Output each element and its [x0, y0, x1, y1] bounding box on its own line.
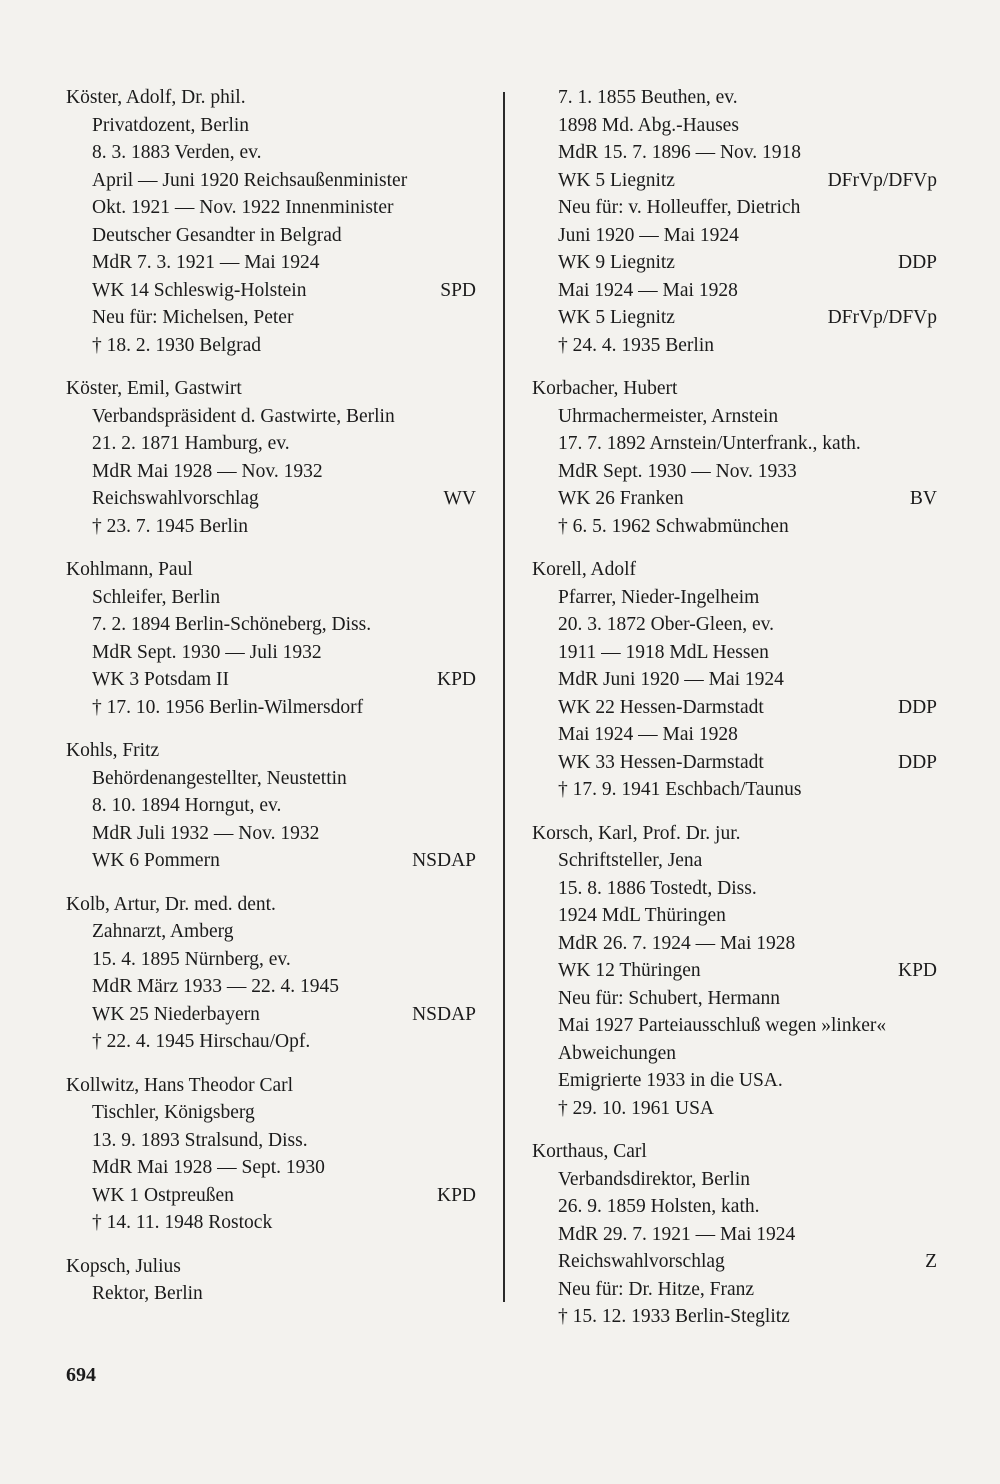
entry-line [532, 1221, 937, 1249]
party-label: NSDAP [412, 1003, 476, 1025]
entry-line-text: Reichswahlvorschlag [92, 488, 259, 509]
entry-line-text: Uhrmachermeister, Arnstein [558, 405, 779, 427]
entry-line [532, 776, 937, 804]
entry-line [532, 277, 937, 305]
entry-line [532, 639, 937, 667]
entry-line-text: WK 12 Thüringen [558, 960, 701, 981]
biography-entry [532, 1138, 937, 1331]
entry-line-text: Rektor, Berlin [92, 1283, 203, 1304]
entry-line-text: MdR März 1933 — 22. 4. 1945 [92, 976, 339, 997]
entry-line-text: Zahnarzt, Amberg [92, 921, 234, 942]
entry-line-text: 15. 4. 1895 Nürnberg, ev. [92, 948, 291, 970]
entry-line-text: Tischler, Königsberg [92, 1102, 255, 1123]
entry-name: Kolb, Artur, Dr. med. dent. [66, 893, 276, 915]
entry-line [66, 112, 476, 140]
entry-line-text: † 17. 9. 1941 Eschbach/Taunus [558, 779, 802, 800]
entry-line [532, 1012, 937, 1040]
entry-line-text: WK 33 Hessen-Darmstadt [558, 751, 764, 773]
entry-line [532, 666, 937, 694]
entry-line [66, 847, 476, 875]
entry-line-text: Privatdozent, Berlin [92, 114, 250, 136]
entry-line-text: † 14. 11. 1948 Rostock [92, 1212, 273, 1233]
entry-line-text: April — Juni 1920 Reichsaußenminister [92, 169, 408, 191]
entry-line-text: † 24. 4. 1935 Berlin [558, 334, 714, 356]
entry-line-text: 8. 10. 1894 Horngut, ev. [92, 795, 282, 816]
entry-line [66, 611, 476, 639]
entry-line [532, 694, 937, 722]
entry-line [66, 792, 476, 820]
entry-line-text: 7. 1. 1855 Beuthen, ev. [558, 87, 738, 108]
entry-line-text: 1911 — 1918 MdL Hessen [558, 641, 769, 663]
entry-line-text: WK 5 Liegnitz [558, 169, 675, 191]
entry-line-text: Abweichungen [558, 1042, 677, 1064]
entry-line-text: MdR 29. 7. 1921 — Mai 1924 [558, 1223, 796, 1245]
entry-line [66, 332, 476, 360]
entry-line [66, 820, 476, 848]
party-label: DFrVp/DFVp [827, 169, 937, 191]
entry-line [66, 1182, 476, 1210]
entry-line [532, 332, 937, 360]
party-label: KPD [897, 960, 937, 981]
entry-line [532, 1067, 937, 1095]
entry-line [532, 584, 937, 612]
entry-line [532, 985, 937, 1013]
party-label: Z [925, 1251, 937, 1272]
biography-entry [532, 375, 937, 540]
entry-line-text: 13. 9. 1893 Stralsund, Diss. [92, 1129, 308, 1151]
entry-line-text: MdR 15. 7. 1896 — Nov. 1918 [558, 142, 802, 163]
entry-line-text: 21. 2. 1871 Hamburg, ev. [92, 433, 290, 454]
entry-line [66, 1154, 476, 1182]
entry-line [66, 513, 476, 541]
entry-line [66, 167, 476, 195]
entry-line-text: WK 22 Hessen-Darmstadt [558, 696, 764, 718]
entry-line-text: MdR Sept. 1930 — Nov. 1933 [558, 460, 797, 482]
entry-line [66, 666, 476, 694]
entry-line [66, 403, 476, 431]
biography-entry [66, 891, 476, 1056]
entry-line-text: WK 1 Ostpreußen [92, 1184, 234, 1206]
party-label: DDP [897, 751, 937, 773]
biography-entry [66, 375, 476, 540]
entry-line-text: † 18. 2. 1930 Belgrad [92, 334, 261, 356]
biography-entry [66, 737, 476, 875]
entry-line-text: Neu für: Dr. Hitze, Franz [558, 1278, 755, 1300]
entry-line [532, 847, 937, 875]
entry-line [66, 1001, 476, 1029]
entry-line [532, 194, 937, 222]
entry-line [66, 1099, 476, 1127]
entry-line-text: Pfarrer, Nieder-Ingelheim [558, 586, 760, 608]
entry-line [532, 1040, 937, 1068]
party-label: WV [443, 488, 476, 509]
entry-name: Kopsch, Julius [66, 1255, 181, 1277]
entry-name: Kohls, Fritz [66, 740, 160, 761]
entry-name: Kollwitz, Hans Theodor Carl [66, 1074, 294, 1096]
entry-line [532, 112, 937, 140]
entry-name: Köster, Adolf, Dr. phil. [66, 87, 246, 108]
entry-line [532, 721, 937, 749]
entry-line-text: † 29. 10. 1961 USA [558, 1097, 715, 1119]
entry-line [532, 167, 937, 195]
entry-line-text: WK 5 Liegnitz [558, 307, 675, 328]
entry-line [532, 403, 937, 431]
entry-line-text: Schriftsteller, Jena [558, 850, 703, 871]
entry-line-text: WK 6 Pommern [92, 850, 220, 871]
entry-line [66, 765, 476, 793]
entry-line [66, 1209, 476, 1237]
entry-line [66, 1280, 476, 1308]
entry-line-text: Deutscher Gesandter in Belgrad [92, 224, 342, 246]
entry-line-text: Neu für: v. Holleuffer, Dietrich [558, 197, 801, 218]
entry-line-text: Neu für: Schubert, Hermann [558, 987, 781, 1009]
party-label: DDP [897, 696, 937, 718]
left-column [66, 84, 476, 1324]
party-label: NSDAP [412, 850, 476, 871]
entry-line [532, 430, 937, 458]
entry-line-text: 8. 3. 1883 Verden, ev. [92, 142, 262, 163]
entry-line-text: Juni 1920 — Mai 1924 [558, 224, 739, 246]
entry-line-text: WK 14 Schleswig-Holstein [92, 279, 307, 301]
entry-line-text: WK 9 Liegnitz [558, 252, 675, 273]
entry-line [66, 249, 476, 277]
entry-line [66, 918, 476, 946]
entry-line-text: MdR Sept. 1930 — Juli 1932 [92, 641, 322, 663]
entry-line-text: 1898 Md. Abg.-Hauses [558, 114, 739, 136]
entry-name: Korbacher, Hubert [532, 378, 678, 399]
entry-line [532, 1248, 937, 1276]
entry-line-text: 15. 8. 1886 Tostedt, Diss. [558, 877, 757, 899]
entry-line-text: MdR 26. 7. 1924 — Mai 1928 [558, 932, 796, 954]
entry-line-text: 20. 3. 1872 Ober-Gleen, ev. [558, 614, 775, 635]
entry-line-text: 26. 9. 1859 Holsten, kath. [558, 1196, 760, 1217]
party-label: KPD [436, 669, 476, 690]
entry-line [532, 749, 937, 777]
entry-line-text: Mai 1924 — Mai 1928 [558, 724, 738, 745]
biography-entry [532, 820, 937, 1123]
entry-line [532, 930, 937, 958]
entry-line-text: Reichswahlvorschlag [558, 1251, 725, 1272]
entry-line [532, 611, 937, 639]
entry-line-text: WK 26 Franken [558, 488, 684, 509]
entry-line [532, 1303, 937, 1331]
entry-line [532, 249, 937, 277]
entry-line [66, 639, 476, 667]
entry-line [532, 84, 937, 112]
entry-line-text: 7. 2. 1894 Berlin-Schöneberg, Diss. [92, 614, 372, 635]
entry-line [66, 1028, 476, 1056]
entry-line [532, 1276, 937, 1304]
entry-line [532, 458, 937, 486]
entry-line-text: Behördenangestellter, Neustettin [92, 767, 347, 789]
entry-line [532, 485, 937, 513]
entry-line-text: WK 3 Potsdam II [92, 669, 230, 690]
biography-entry [66, 556, 476, 721]
entry-line-text: Verbandsdirektor, Berlin [558, 1168, 751, 1190]
entry-line [66, 458, 476, 486]
entry-line [66, 222, 476, 250]
party-label: KPD [436, 1184, 476, 1206]
entry-name: Korell, Adolf [532, 559, 636, 580]
entry-line-text: MdR Juli 1932 — Nov. 1932 [92, 822, 320, 844]
entry-line [66, 430, 476, 458]
entry-line-text: 17. 7. 1892 Arnstein/Unterfrank., kath. [558, 433, 861, 454]
entry-line-text: MdR Mai 1928 — Nov. 1932 [92, 460, 323, 482]
entry-line [66, 973, 476, 1001]
entry-line [66, 139, 476, 167]
entry-line [532, 957, 937, 985]
entry-line-text: Verbandspräsident d. Gastwirte, Berlin [92, 405, 395, 427]
entry-line-text: MdR Juni 1920 — Mai 1924 [558, 669, 784, 690]
entry-line [66, 584, 476, 612]
entry-line-text: Okt. 1921 — Nov. 1922 Innenminister [92, 197, 394, 218]
entry-line-text: † 17. 10. 1956 Berlin-Wilmersdorf [92, 696, 364, 718]
entry-line [532, 1166, 937, 1194]
entry-line [66, 946, 476, 974]
entry-line-text: Emigrierte 1933 in die USA. [558, 1070, 783, 1091]
entry-line [66, 304, 476, 332]
entry-line-text: MdR Mai 1928 — Sept. 1930 [92, 1157, 325, 1178]
entry-line-text: Neu für: Michelsen, Peter [92, 307, 294, 328]
entry-line [532, 1193, 937, 1221]
entry-line-text: 1924 MdL Thüringen [558, 905, 726, 926]
entry-name: Korsch, Karl, Prof. Dr. jur. [532, 822, 741, 844]
entry-line-text: † 6. 5. 1962 Schwabmünchen [558, 515, 789, 537]
entry-line [532, 222, 937, 250]
biography-entry [66, 84, 476, 359]
entry-line-text: Schleifer, Berlin [92, 586, 221, 608]
entry-line [66, 277, 476, 305]
entry-line-text: Mai 1924 — Mai 1928 [558, 279, 738, 301]
entry-line-text: MdR 7. 3. 1921 — Mai 1924 [92, 252, 320, 273]
right-column [532, 84, 937, 1347]
entry-line-text: † 22. 4. 1945 Hirschau/Opf. [92, 1031, 311, 1052]
entry-line [532, 1095, 937, 1123]
entry-line-text: † 15. 12. 1933 Berlin-Steglitz [558, 1306, 790, 1327]
entry-line [66, 1127, 476, 1155]
entry-line-text: WK 25 Niederbayern [92, 1003, 260, 1025]
biography-entry [66, 1072, 476, 1237]
biography-entry [66, 1253, 476, 1308]
biography-entry [532, 84, 937, 359]
party-label: BV [909, 488, 937, 509]
entry-line [532, 875, 937, 903]
entry-name: Korthaus, Carl [532, 1141, 647, 1162]
entry-line [66, 194, 476, 222]
party-label: DDP [897, 252, 937, 273]
entry-line [66, 485, 476, 513]
entry-line-text: Mai 1927 Parteiausschluß wegen »linker« [558, 1015, 887, 1036]
entry-name: Köster, Emil, Gastwirt [66, 378, 242, 399]
page-number: 694 [66, 1364, 96, 1386]
entry-line [532, 304, 937, 332]
entry-line [532, 513, 937, 541]
entry-line [532, 902, 937, 930]
entry-name: Kohlmann, Paul [66, 559, 193, 580]
column-divider [503, 92, 505, 1302]
biography-entry [532, 556, 937, 804]
entry-line-text: † 23. 7. 1945 Berlin [92, 515, 248, 537]
entry-line [66, 694, 476, 722]
party-label: SPD [440, 279, 476, 301]
party-label: DFrVp/DFVp [827, 307, 937, 328]
entry-line [532, 139, 937, 167]
